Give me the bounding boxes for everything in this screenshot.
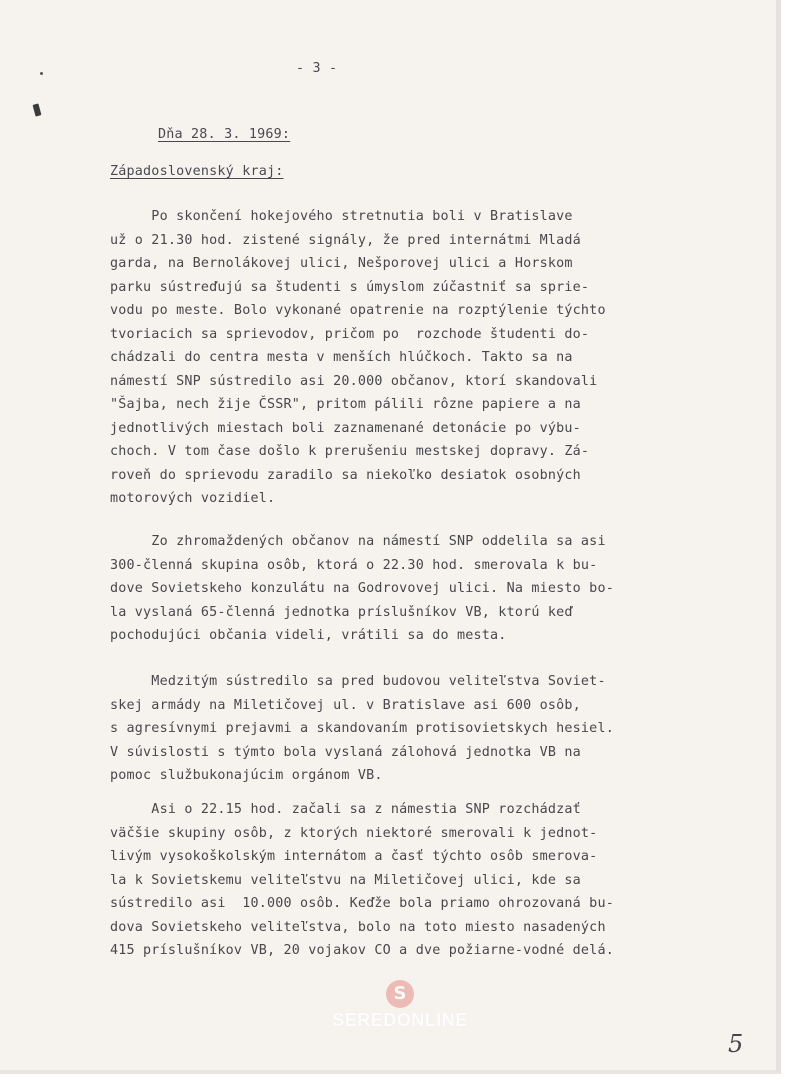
margin-dot <box>40 72 43 75</box>
paragraph-1-line: Po skončení hokejového stretnutia boli v Bratislave <box>110 209 573 224</box>
paragraph-1-line: chádzali do centra mesta v menších hlúčkoch. Takto sa na <box>110 350 573 365</box>
paragraph-1-line: choch. V tom čase došlo k prerušeniu mestskej dopravy. Zá- <box>110 444 590 459</box>
paragraph-2-line: la vyslaná 65-členná jednotka príslušníkov VB, ktorú keď <box>110 604 573 620</box>
paragraph-1-line: motorových vozidiel. <box>110 491 276 506</box>
date-heading: Dňa 28. 3. 1969: <box>158 127 291 142</box>
paragraph-1-line: garda, na Bernolákovej ulici, Nešporovej ulici a Horskom <box>110 256 573 271</box>
watermark <box>320 980 480 1040</box>
paragraph-1-line: jednotlivých miestach boli zaznamenané detonácie po výbu- <box>110 420 581 436</box>
paragraph-1-line: vodu po meste. Bolo vykonané opatrenie na rozptýlenie týchto <box>110 303 606 318</box>
paragraph-4-line: la k Sovietskemu veliteľstvu na Miletičovej ulici, kde sa <box>110 872 581 888</box>
paragraph-4-line: sústredilo asi 10.000 osôb. Keďže bola priamo ohrozovaná bu- <box>110 896 614 911</box>
paragraph-1-line: už o 21.30 hod. zistené signály, že pred internátmi Mladá <box>110 232 581 248</box>
paragraph-4-line: dova Sovietskeho veliteľstva, bolo na toto miesto nasadených <box>110 919 606 935</box>
paragraph-4-line: Asi o 22.15 hod. začali sa z námestia SNP rozchádzať <box>110 802 581 817</box>
paragraph-2-line: pochodujúci občania videli, vrátili sa do mesta. <box>110 628 507 643</box>
paragraph-2-line: 300-členná skupina osôb, ktorá o 22.30 hod. smerovala k bu- <box>110 557 598 573</box>
paragraph-4-line: väčšie skupiny osôb, z ktorých niektoré smerovali k jednot- <box>110 825 598 841</box>
watermark-text: SEREDONLINE <box>332 1010 468 1030</box>
page-label: - 3 - <box>296 61 338 76</box>
paragraph-3-line: V súvislosti s týmto bola vyslaná zálohová jednotka VB na <box>110 744 581 760</box>
paragraph-1-line: parku sústreďujú sa študenti s úmyslom zúčastniť sa sprie- <box>110 279 590 295</box>
watermark-logo-icon: S <box>386 980 414 1008</box>
paragraph-1-line: tvoriacich sa sprievodov, pričom po rozchode študenti do- <box>110 326 590 342</box>
paragraph-4-line: 415 príslušníkov VB, 20 vojakov CO a dve požiarne-vodné delá. <box>110 943 614 958</box>
paragraph-4-line: livým vysokoškolským internátom a časť týchto osôb smerova- <box>110 849 598 864</box>
paragraph-1-line: roveň do sprievodu zaradilo sa niekoľko desiatok osobných <box>110 467 581 483</box>
handwritten-page-number: 5 <box>728 1030 744 1058</box>
paragraph-2-line: dove Sovietskeho konzulátu na Godrovovej ulici. Na miesto bo- <box>110 581 614 596</box>
paragraph-3-line: s agresívnymi prejavmi a skandovaním protisovietskych hesiel. <box>110 721 614 736</box>
paragraph-2-line: Zo zhromaždených občanov na námestí SNP oddelila sa asi <box>110 534 606 549</box>
region-heading: Západoslovenský kraj: <box>110 164 284 179</box>
paragraph-1-line: námestí SNP sústredilo asi 20.000 občanov, ktorí skandovali <box>110 373 598 389</box>
paragraph-3-line: Medzitým sústredilo sa pred budovou veliteľstva Soviet- <box>110 674 606 689</box>
paragraph-1-line: "Šajba, nech žije ČSSR", pritom pálili rôzne papiere a na <box>110 397 581 412</box>
paragraph-3-line: pomoc službukonajúcim orgánom VB. <box>110 768 383 783</box>
paragraph-3-line: skej armády na Miletičovej ul. v Bratislave asi 600 osôb, <box>110 697 581 713</box>
margin-ink-mark <box>33 103 42 116</box>
